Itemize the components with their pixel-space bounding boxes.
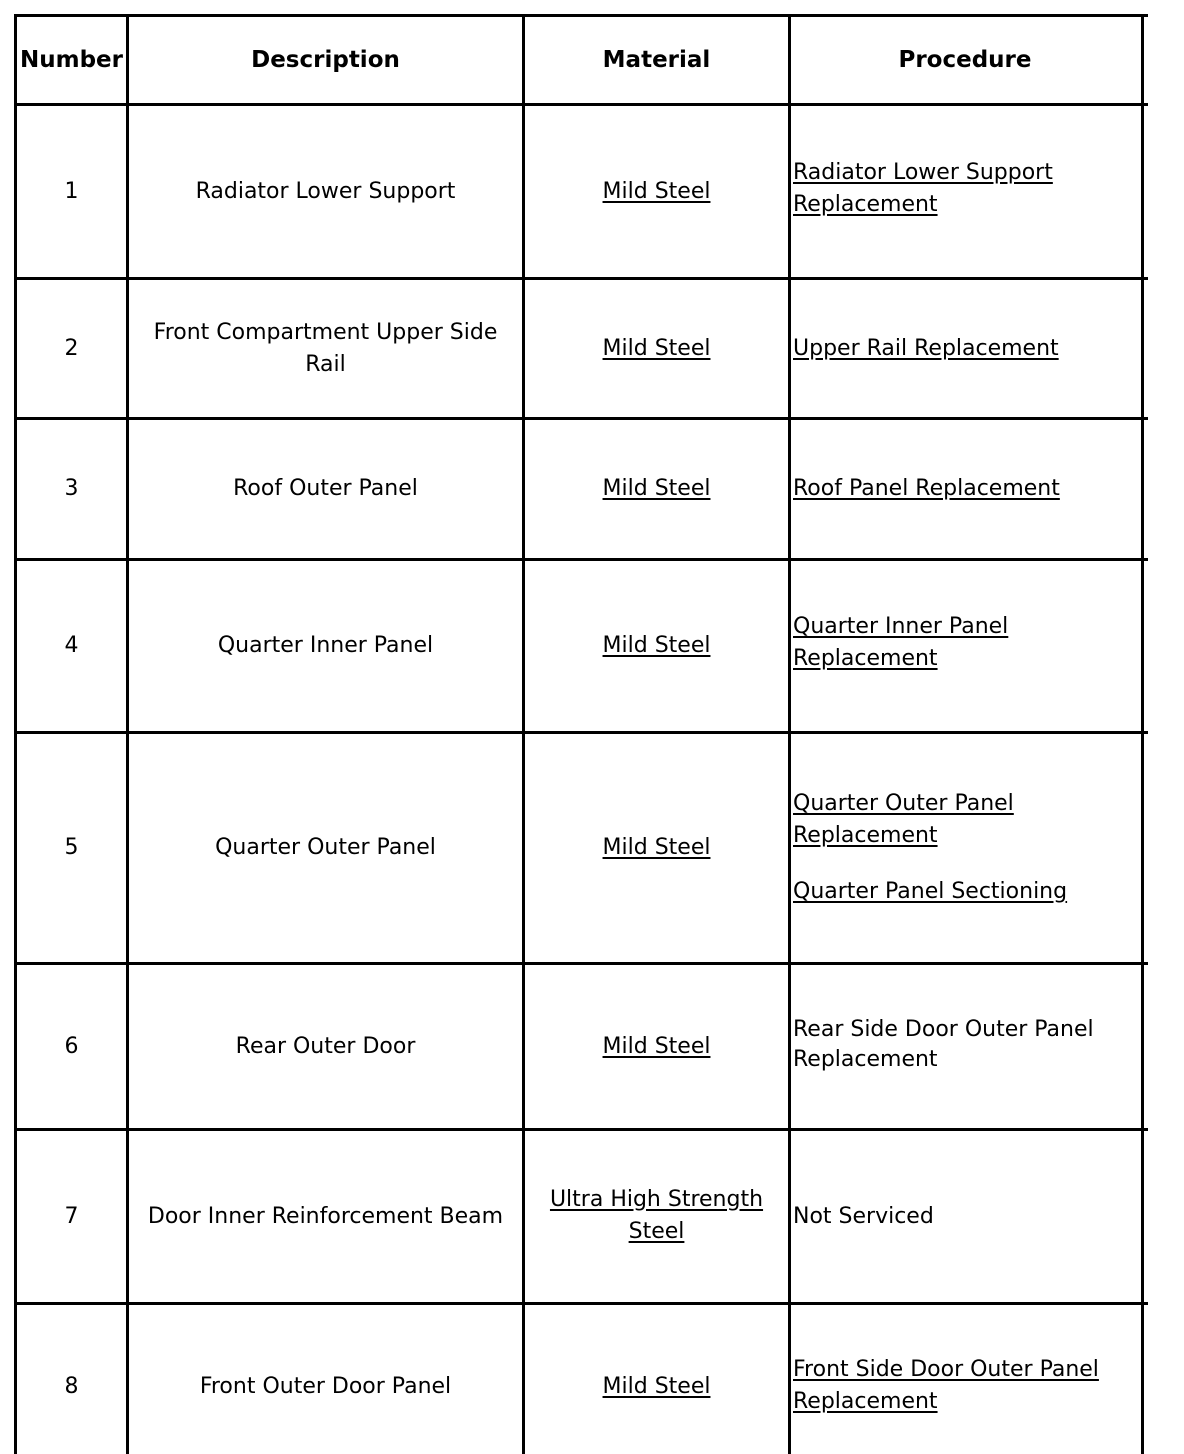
- parts-table: [14, 14, 1148, 1454]
- row-description: Door Inner Reinforcement Beam: [126, 1131, 522, 1302]
- table-row: [14, 558, 1148, 731]
- material-link[interactable]: Mild Steel: [602, 335, 711, 361]
- material-link[interactable]: Mild Steel: [602, 476, 711, 501]
- row-number: 5: [14, 734, 126, 962]
- row-description: Front Compartment Upper Side Rail: [126, 280, 522, 417]
- row-description: Radiator Lower Support: [126, 106, 522, 277]
- material-link[interactable]: Mild Steel: [602, 633, 711, 658]
- row-number: 4: [14, 561, 126, 731]
- table-row: [14, 417, 1148, 558]
- row-description: Front Outer Door Panel: [126, 1305, 522, 1454]
- material-link[interactable]: Mild Steel: [602, 178, 711, 204]
- row-number: 7: [14, 1131, 126, 1302]
- material-link[interactable]: Ultra High Strength Steel: [549, 1186, 764, 1244]
- row-description: Quarter Outer Panel: [126, 734, 522, 962]
- material-link[interactable]: Mild Steel: [602, 835, 711, 860]
- row-description: Quarter Inner Panel: [126, 561, 522, 731]
- row-description: Roof Outer Panel: [126, 420, 522, 558]
- procedure-link[interactable]: Roof Panel Replacement: [793, 476, 1060, 501]
- procedure-links: [793, 788, 1137, 908]
- table-row: [14, 277, 1148, 417]
- procedure-link[interactable]: Quarter Inner Panel Replacement: [793, 614, 1009, 671]
- row-number: 8: [14, 1305, 126, 1454]
- row-number: 6: [14, 965, 126, 1128]
- procedure-link[interactable]: Quarter Outer Panel Replacement: [793, 791, 1014, 848]
- table-row: [14, 103, 1148, 277]
- procedure-link[interactable]: Front Side Door Outer Panel Replacement: [793, 1356, 1099, 1414]
- header-number: Number: [14, 17, 126, 103]
- table-row: [14, 1128, 1148, 1302]
- header-material: Material: [522, 17, 788, 103]
- procedure-link-sectioning[interactable]: Quarter Panel Sectioning: [793, 879, 1068, 904]
- row-number: 1: [14, 106, 126, 277]
- table-row: [14, 1302, 1148, 1454]
- procedure-link[interactable]: Upper Rail Replacement: [793, 335, 1059, 361]
- material-link[interactable]: Mild Steel: [602, 1373, 711, 1399]
- material-link[interactable]: Mild Steel: [602, 1033, 711, 1059]
- row-number: 2: [14, 280, 126, 417]
- header-procedure: Procedure: [788, 17, 1144, 103]
- procedure-text: Rear Side Door Outer Panel Replacement: [793, 1016, 1094, 1072]
- row-number: 3: [14, 420, 126, 558]
- table-row: [14, 962, 1148, 1128]
- header-description: Description: [126, 17, 522, 103]
- row-description: Rear Outer Door: [126, 965, 522, 1128]
- table-header-row: [14, 14, 1148, 103]
- procedure-link[interactable]: Radiator Lower Support Replacement: [793, 159, 1053, 217]
- procedure-text: Not Serviced: [793, 1203, 934, 1229]
- table-row: [14, 731, 1148, 962]
